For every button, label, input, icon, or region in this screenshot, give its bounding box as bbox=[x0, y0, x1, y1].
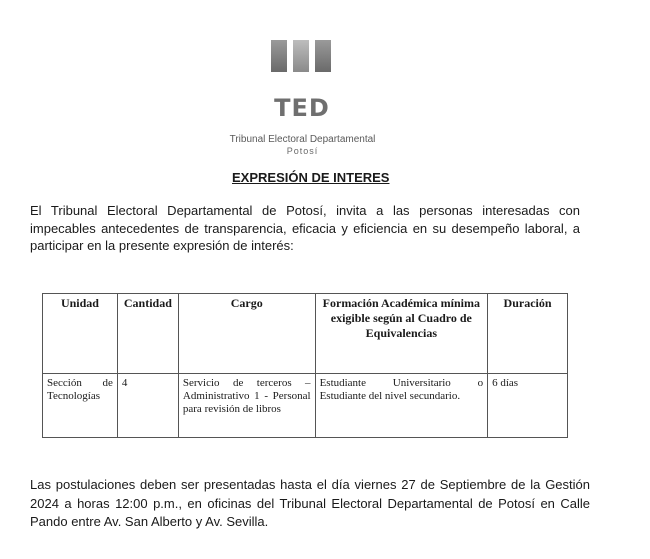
logo-bar-center bbox=[293, 40, 309, 72]
cell-cargo: Servicio de terceros – Administrativo 1 - Personal para revisión de libros bbox=[178, 374, 315, 438]
header-formacion: Formación Académica mínima exigible según al Cuadro de Equivalencias bbox=[315, 294, 488, 374]
closing-paragraph: Las postulaciones deben ser presentadas hasta el día viernes 27 de Septiembre de la Gestión 2024 a horas 12:00 p.m., en oficinas del Tribunal Electoral Departamental de Potosí en Calle Pando entre Av. San Alberto y Av. Sevilla. bbox=[30, 477, 590, 529]
positions-table bbox=[42, 293, 568, 438]
org-city: Potosí bbox=[286, 146, 319, 156]
cell-cantidad: 4 bbox=[117, 374, 178, 438]
header-cargo: Cargo bbox=[178, 294, 315, 374]
table-header-row bbox=[43, 294, 568, 374]
cell-unidad: Sección de Tecnologías bbox=[43, 374, 118, 438]
logo-bar-left bbox=[271, 40, 287, 72]
header-duracion: Duración bbox=[488, 294, 568, 374]
header-unidad: Unidad bbox=[43, 294, 118, 374]
cell-formacion: Estudiante Universitario o Estudiante del nivel secundario. bbox=[315, 374, 488, 438]
document-title: EXPRESIÓN DE INTERES bbox=[232, 170, 390, 185]
org-name: Tribunal Electoral Departamental bbox=[229, 134, 376, 145]
intro-paragraph: El Tribunal Electoral Departamental de Potosí, invita a las personas interesadas con impecables antecedentes de transparencia, eficacia y eficiencia en su desempeño laboral, a participar en la presente expresión de interés: bbox=[30, 203, 580, 253]
table-row bbox=[43, 374, 568, 438]
cell-duracion: 6 días bbox=[488, 374, 568, 438]
ted-logo-graphic bbox=[269, 40, 333, 96]
logo-text: TED bbox=[274, 94, 330, 122]
header-cantidad: Cantidad bbox=[117, 294, 178, 374]
logo-bar-right bbox=[315, 40, 331, 72]
